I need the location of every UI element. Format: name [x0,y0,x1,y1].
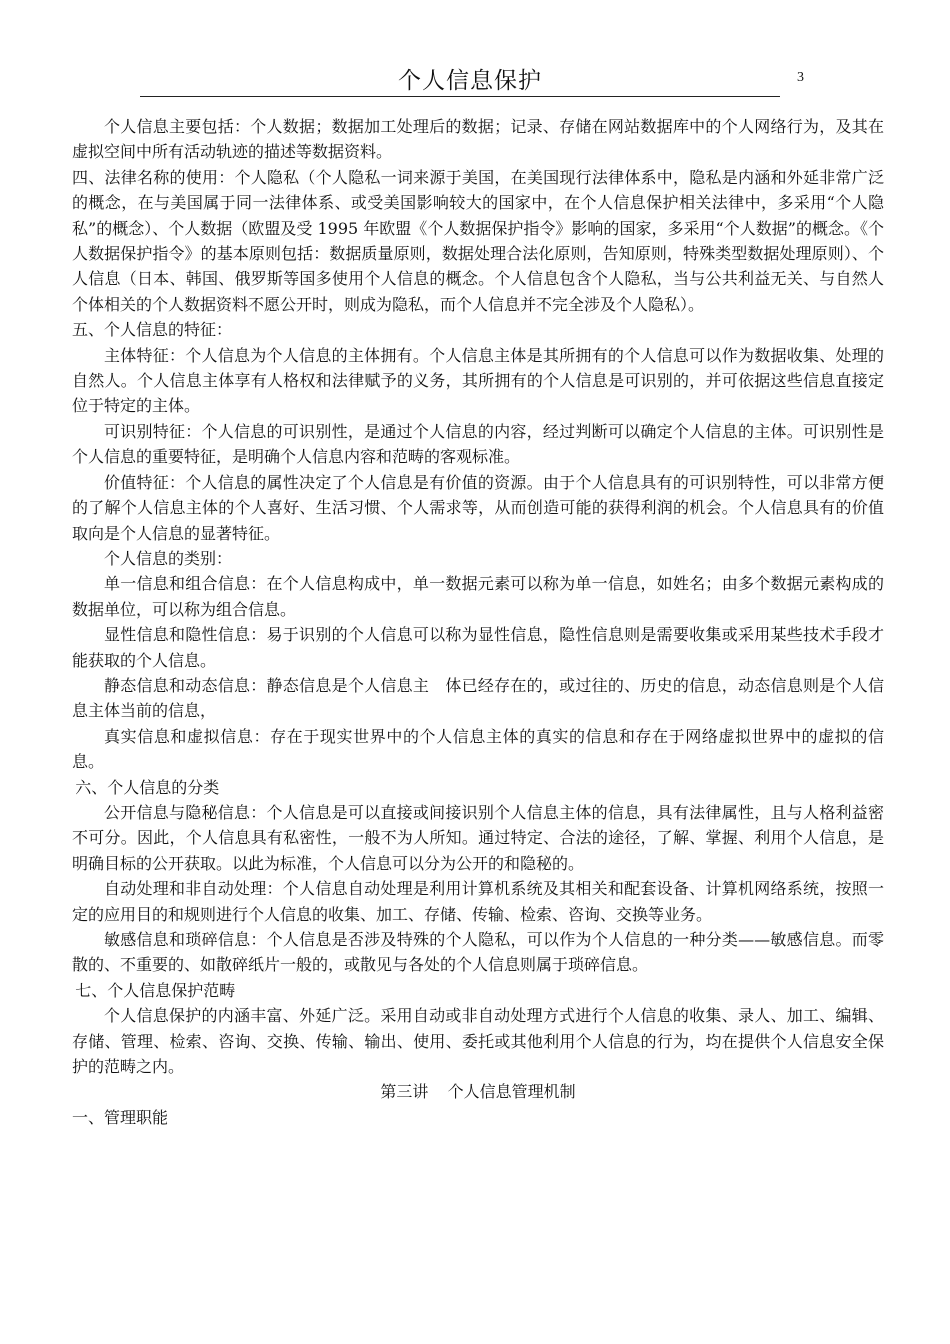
section-heading-7: 七、个人信息保护范畴 [75,980,236,1000]
header-divider [140,96,780,97]
lecture-heading-title: 个人信息管理机制 [447,1082,576,1102]
paragraph: 真实信息和虚拟信息：存在于现实世界中的个人信息主体的真实的信息和存在于网络虚拟世界中的虚拟的信息。 [72,726,884,772]
paragraph: 可识别特征：个人信息的可识别性，是通过个人信息的内容，经过判断可以确定个人信息的主体。可识别性是个人信息的重要特征，是明确个人信息内容和范畴的客观标准。 [72,421,884,467]
paragraph: 个人信息的类别： [104,548,233,568]
paragraph: 个人信息保护的内涵丰富、外延广泛。采用自动或非自动处理方式进行个人信息的收集、录人、加工、编辑、存储、管理、检索、咨询、交换、传输、输出、使用、委托或其他利用个人信息的行为，均在提供个人信息安全保护的范畴之内。 [72,1006,884,1077]
paragraph: 自动处理和非自动处理：个人信息自动处理是利用计算机系统及其相关和配套设备、计算机网络系统，按照一定的应用目的和规则进行个人信息的收集、加工、存储、传输、检索、咨询、交换等业务。 [72,879,884,924]
paragraph: 主体特征：个人信息为个人信息的主体拥有。个人信息主体是其所拥有的个人信息可以作为数据收集、处理的自然人。个人信息主体享有人格权和法律赋予的义务，其所拥有的个人信息是可识别的，并可依据这些信息直接定位于特定的主体。 [72,345,884,416]
section-heading-6: 六、个人信息的分类 [75,777,220,797]
document-body [72,114,884,1130]
paragraph: 敏感信息和琐碎信息：个人信息是否涉及特殊的个人隐私，可以作为个人信息的一种分类——敏感信息。而零散的、不重要的、如散碎纸片一般的，或散见与各处的个人信息则属于琐碎信息。 [72,930,884,975]
paragraph: 显性信息和隐性信息：易于识别的个人信息可以称为显性信息，隐性信息则是需要收集或采用某些技术手段才能获取的个人信息。 [72,625,884,670]
lecture-heading-number: 第三讲 [380,1082,429,1102]
subsection-heading: 一、管理职能 [72,1107,169,1127]
page-number: 3 [797,70,804,85]
section-heading-4: 四、法律名称的使用：个人隐私（个人隐私一词来源于美国，在美国现行法律体系中，隐私是内涵和外延非常广泛的概念，在与美国属于同一法律体系、或受美国影响较大的国家中，在个人信息保护相关法律中，多采用“个人隐私”的概念）、个人数据（欧盟及受 1995 年欧盟《个人数据保护指令》影响的国家，多采用“个人数据”的概念。《个人数据保护指令》的基本原则包括：数据质量原则，数据处理合法化原则，告知原则，特殊类型数据处理原则）、个人信息（日本、韩国、俄罗斯等国多使用个人信息的概念。个人信息包含个人隐私，当与公共利益无关、与自然人个体相关的个人数据资料不愿公开时，则成为隐私，而个人信息并不完全涉及个人隐私）。 [72,167,884,314]
section-heading-5: 五、个人信息的特征： [72,320,233,340]
lecture-heading [72,1079,884,1104]
paragraph: 价值特征：个人信息的属性决定了个人信息是有价值的资源。由于个人信息具有的可识别特性，可以非常方便的了解个人信息主体的个人喜好、生活习惯、个人需求等，从而创造可能的获得利润的机会。个人信息具有的价值取向是个人信息的显著特征。 [72,472,884,543]
page-header-title: 个人信息保护 [398,68,542,94]
paragraph: 公开信息与隐秘信息：个人信息是可以直接或间接识别个人信息主体的信息，具有法律属性，且与人格利益密不可分。因此，个人信息具有私密性，一般不为人所知。通过特定、合法的途径，了解、掌握、利用个人信息，是明确目标的公开获取。以此为标准，个人信息可以分为公开的和隐秘的。 [72,802,884,873]
paragraph: 单一信息和组合信息：在个人信息构成中，单一数据元素可以称为单一信息，如姓名；由多个数据元素构成的数据单位，可以称为组合信息。 [72,574,884,619]
paragraph: 个人信息主要包括：个人数据；数据加工处理后的数据；记录、存储在网站数据库中的个人网络行为，及其在虚拟空间中所有活动轨迹的描述等数据资料。 [72,117,884,162]
paragraph: 静态信息和动态信息：静态信息是个人信息主 体已经存在的，或过往的、历史的信息，动态信息则是个人信息主体当前的信息， [72,675,884,721]
